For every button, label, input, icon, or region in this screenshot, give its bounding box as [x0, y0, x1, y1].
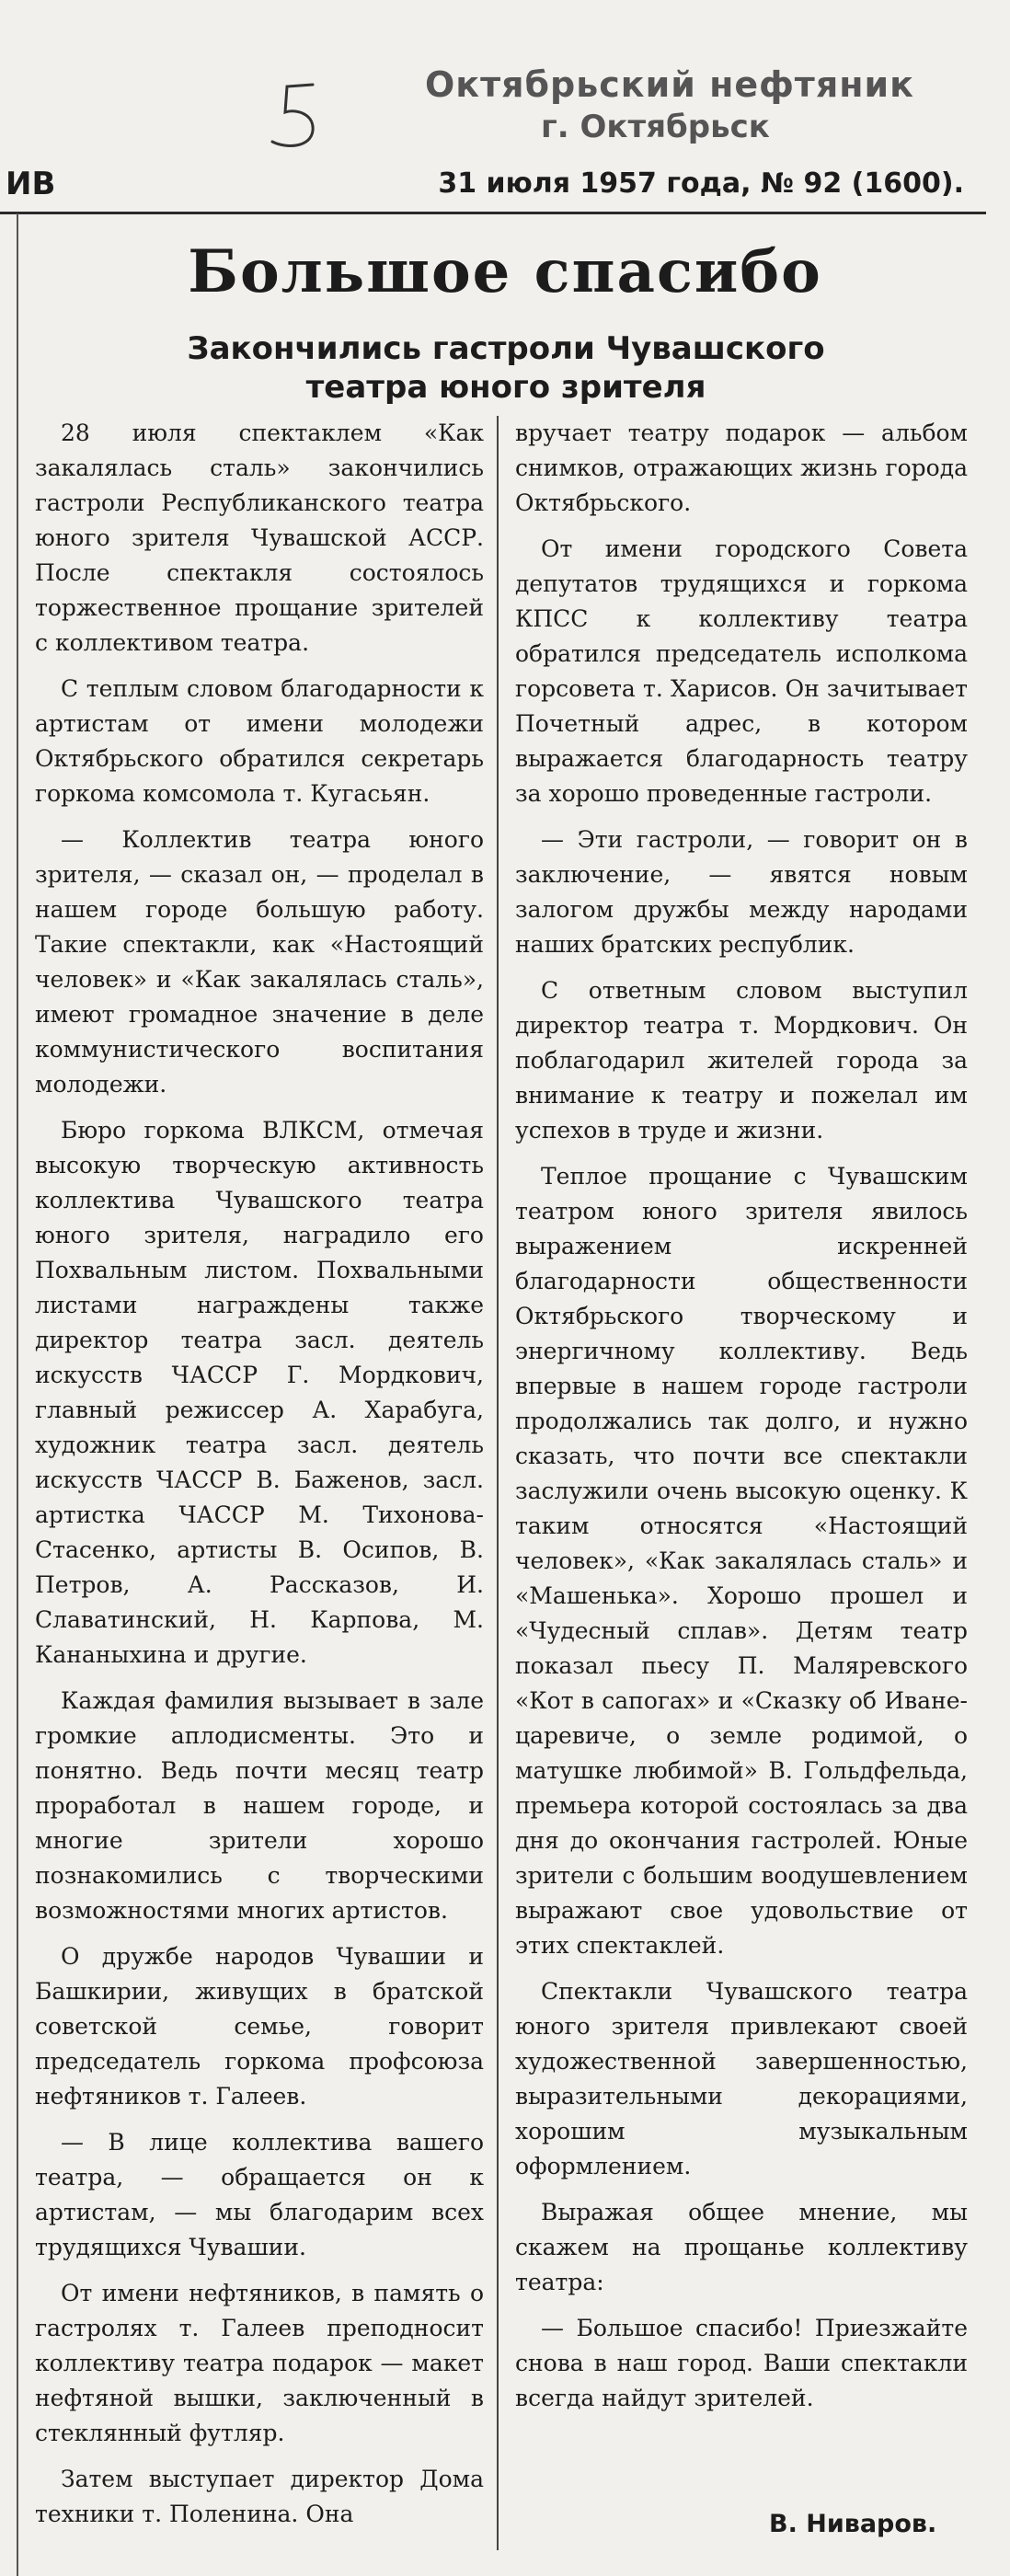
paragraph: Теплое прощание с Чувашским театром юного зрителя явилось выражением искренней благодарности общественности Октябрьского творческому и энергичному коллективу. Ведь впервые в нашем городе гастроли продолжались так долго, и нужно сказать, что почти все спектакли заслужили очень высокую оценку. К таким относятся «Настоящий человек», «Как закалялась сталь» и «Машенька». Хорошо прошел и «Чудесный сплав». Детям театр показал пьесу П. Маляревского «Кот в сапогах» и «Сказку об Иване-царевиче, о земле родимой, о матушке любимой» В. Гольдфельда, премьера которой состоялась за два дня до окончания гастролей. Юные зрители с большим воодушевлением выражают свое удовольствие от этих спектаклей.	[515, 1163, 968, 1959]
article-column-left	[35, 416, 484, 2543]
article-byline: В. Ниваров.	[769, 2510, 937, 2538]
paragraph: 28 июля спектаклем «Как закалялась сталь» закончились гастроли Республиканского театра юного зрителя Чувашской АССР. После спектакля состоялось торжественное прощание зрителей с коллективом театра.	[35, 420, 484, 656]
article-headline: Большое спасибо	[188, 237, 822, 306]
left-border-rule	[17, 213, 18, 2576]
paragraph: Каждая фамилия вызывает в зале громкие аплодисменты. Это и понятно. Ведь почти месяц театр проработал в нашем городе, и многие зрители хорошо познакомились с творческими возможностями многих артистов.	[35, 1687, 484, 1924]
paragraph: Спектакли Чувашского театра юного зрителя привлекают своей художественной завершенностью, выразительными декорациями, хорошим музыкальным оформлением.	[515, 1978, 968, 2179]
paragraph: От имени нефтяников, в память о гастролях т. Галеев преподносит коллективу театра подарок — макет нефтяной вышки, заключенный в стеклянный футляр.	[35, 2280, 484, 2446]
handwritten-mark	[259, 75, 333, 158]
column-divider	[497, 416, 499, 2550]
paragraph: Бюро горкома ВЛКСМ, отмечая высокую творческую активность коллектива Чувашского театра юного зрителя, наградило его Похвальным листом. Похвальными листами награждены также директор театра засл. деятель искусств ЧАССР Г. Мордкович, главный режиссер А. Харабуга, художник театра засл. деятель искусств ЧАССР В. Баженов, засл. артистка ЧАССР М. Тихонова-Стасенко, артисты В. Осипов, В. Петров, А. Рассказов, И. Славатинский, Н. Карпова, М. Кананыхина и другие.	[35, 1117, 484, 1668]
issue-date: 31 июля 1957 года, № 92 (1600).	[438, 167, 964, 200]
paragraph: От имени городского Совета депутатов трудящихся и горкома КПСС к коллективу театра обратился председатель исполкома горсовета т. Харисов. Он зачитывает Почетный адрес, в котором выражается благодарность театру за хорошо проведенные гастроли.	[515, 535, 968, 807]
paragraph: С ответным словом выступил директор театра т. Мордкович. Он поблагодарил жителей города за внимание к театру и пожелал им успехов в труде и жизни.	[515, 977, 968, 1144]
library-stamp	[425, 64, 958, 145]
paragraph: — Большое спасибо! Приезжайте снова в наш город. Ваши спектакли всегда найдут зрителей.	[515, 2315, 968, 2411]
stamp-city: г. Октябрьск	[541, 109, 770, 145]
article-column-right	[515, 416, 968, 2427]
article-subheadline: Закончились гастроли Чувашского театра юного зрителя	[187, 330, 825, 406]
paragraph: — Коллектив театра юного зрителя, — сказал он, — проделал в нашем городе большую работу. Такие спектакли, как «Настоящий человек» и «Как закалялась сталь», имеют громадное значение в деле коммунистического воспитания молодежи.	[35, 826, 484, 1098]
stamp-newspaper-name: Октябрьский нефтяник	[425, 64, 914, 105]
paragraph: вручает театру подарок — альбом снимков, отражающих жизнь города Октябрьского.	[515, 420, 968, 516]
paragraph: — Эти гастроли, — говорит он в заключение, — явятся новым залогом дружбы между народами наших братских республик.	[515, 826, 968, 958]
paragraph: Выражая общее мнение, мы скажем на прощанье коллективу театра:	[515, 2199, 968, 2295]
masthead	[0, 166, 1010, 206]
paragraph: — В лице коллектива вашего театра, — обращается он к артистам, — мы благодарим всех трудящихся Чувашии.	[35, 2129, 484, 2260]
paragraph: О дружбе народов Чувашии и Башкирии, живущих в братской советской семье, говорит председатель горкома профсоюза нефтяников т. Галеев.	[35, 1943, 484, 2110]
masthead-rule	[0, 212, 986, 214]
paragraph: Затем выступает директор Дома техники т. Поленина. Она	[35, 2466, 484, 2527]
paragraph: С теплым словом благодарности к артистам от имени молодежи Октябрьского обратился секретарь горкома комсомола т. Кугасьян.	[35, 675, 484, 807]
masthead-fragment: ИВ	[6, 166, 56, 202]
